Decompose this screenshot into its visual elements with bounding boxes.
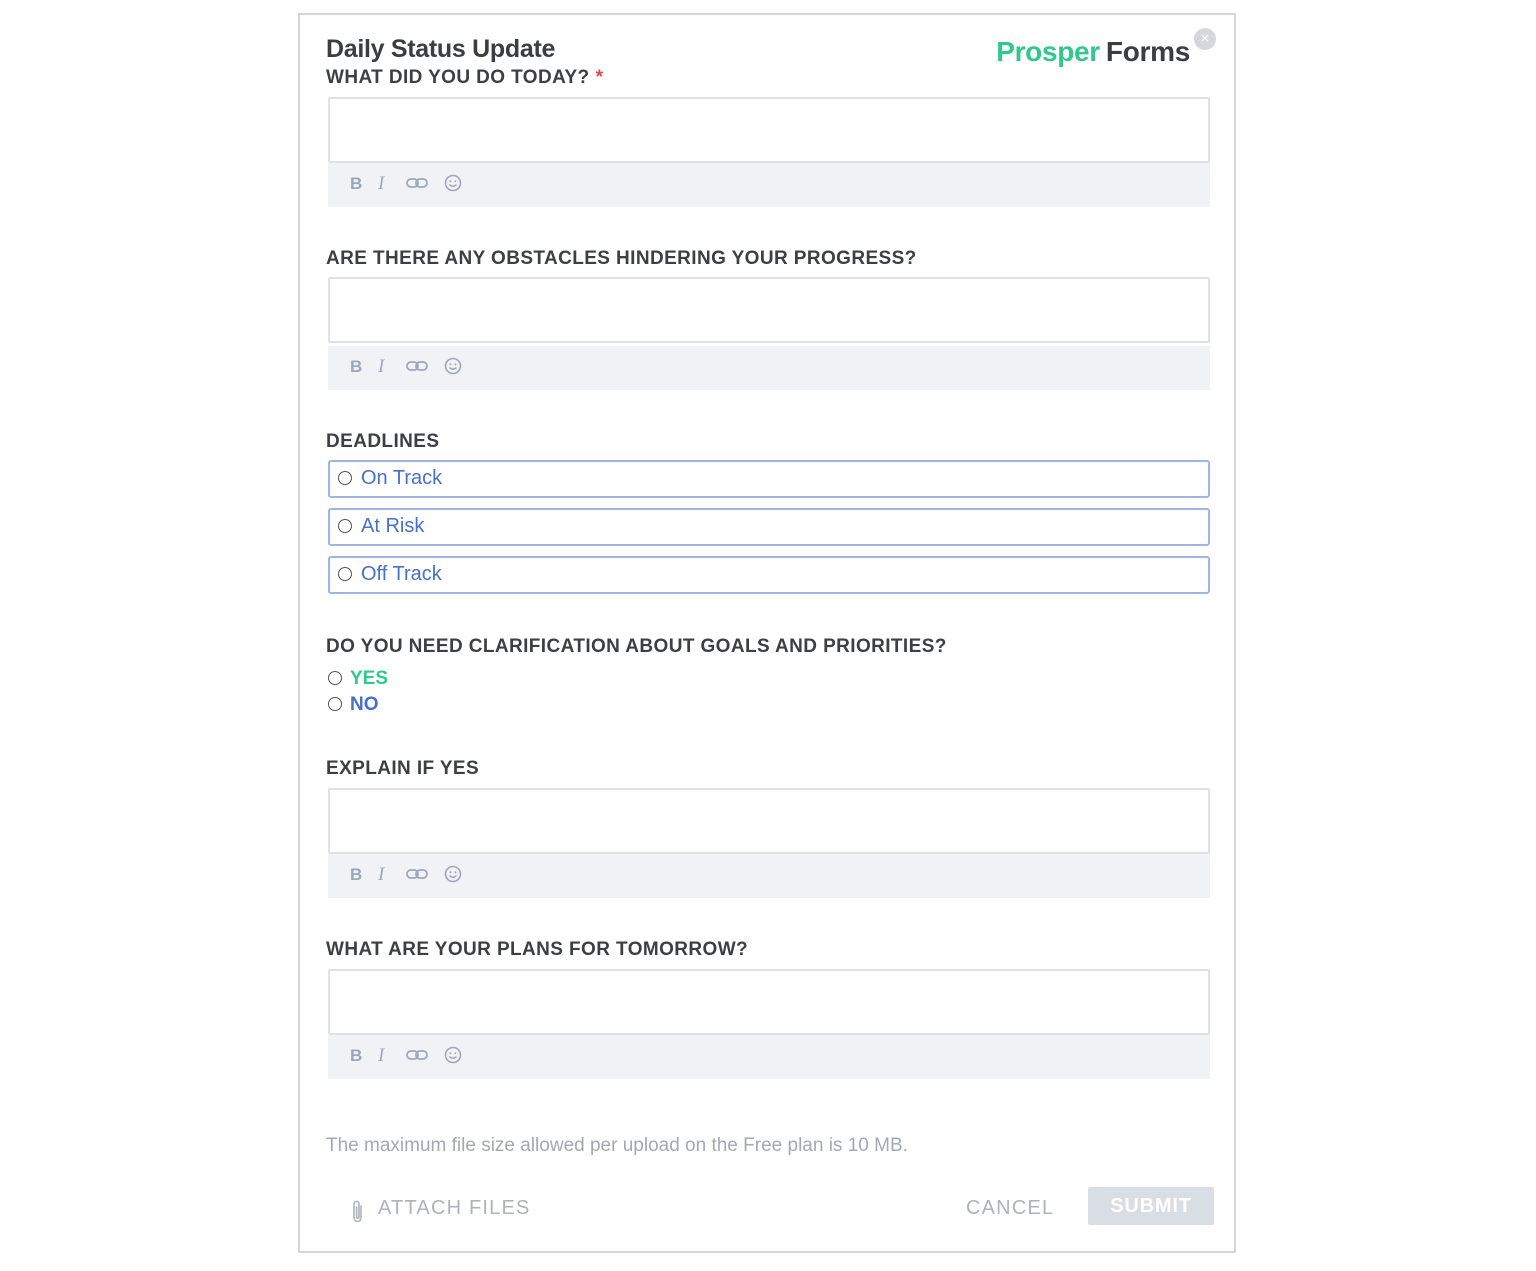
paperclip-icon	[350, 1199, 366, 1230]
obstacles-textarea[interactable]	[328, 277, 1210, 343]
required-marker: *	[595, 67, 604, 88]
close-icon[interactable]: ×	[1194, 28, 1216, 50]
question-text: WHAT DID YOU DO TODAY?	[326, 67, 590, 88]
link-icon[interactable]	[406, 174, 428, 196]
question-label-deadlines: DEADLINES	[326, 431, 440, 452]
question-label-obstacles: ARE THERE ANY OBSTACLES HINDERING YOUR PROGRESS?	[326, 248, 917, 269]
logo-part-2: Forms	[1105, 36, 1190, 67]
radio-button[interactable]	[338, 471, 352, 485]
attach-files-label: ATTACH FILES	[378, 1197, 531, 1219]
emoji-icon[interactable]	[444, 865, 462, 887]
italic-icon[interactable]: I	[378, 356, 385, 377]
option-label: YES	[350, 668, 389, 689]
emoji-icon[interactable]	[444, 1046, 462, 1068]
option-label: On Track	[361, 467, 443, 489]
radio-button[interactable]	[328, 671, 342, 685]
bold-icon[interactable]: B	[350, 1046, 363, 1065]
link-icon[interactable]	[406, 1046, 428, 1068]
italic-icon[interactable]: I	[378, 173, 385, 194]
bold-icon[interactable]: B	[350, 357, 363, 376]
logo-part-1: Prosper	[996, 36, 1100, 67]
link-icon[interactable]	[406, 357, 428, 379]
question-label-today	[326, 67, 603, 89]
today-format-toolbar	[328, 163, 1210, 207]
prosperforms-logo	[996, 36, 1190, 68]
question-label-clarification: DO YOU NEED CLARIFICATION ABOUT GOALS AND PRIORITIES?	[326, 636, 947, 657]
link-icon[interactable]	[406, 865, 428, 887]
option-label: Off Track	[361, 563, 442, 585]
status-form	[298, 13, 1236, 1253]
radio-button[interactable]	[328, 697, 342, 711]
radio-button[interactable]	[338, 519, 352, 533]
submit-button[interactable]: SUBMIT	[1088, 1187, 1214, 1225]
bold-icon[interactable]: B	[350, 865, 363, 884]
tomorrow-textarea[interactable]	[328, 969, 1210, 1035]
emoji-icon[interactable]	[444, 357, 462, 379]
italic-icon[interactable]: I	[378, 1045, 385, 1066]
explain-textarea[interactable]	[328, 788, 1210, 854]
deadline-option-off-track[interactable]	[328, 556, 1210, 594]
deadline-option-on-track[interactable]	[328, 460, 1210, 498]
file-size-note: The maximum file size allowed per upload on the Free plan is 10 MB.	[326, 1135, 908, 1156]
today-textarea[interactable]	[328, 97, 1210, 163]
obstacles-format-toolbar	[328, 346, 1210, 390]
radio-button[interactable]	[338, 567, 352, 581]
explain-format-toolbar	[328, 854, 1210, 898]
italic-icon[interactable]: I	[378, 864, 385, 885]
bold-icon[interactable]: B	[350, 174, 363, 193]
cancel-button[interactable]: CANCEL	[966, 1197, 1055, 1219]
question-label-tomorrow: WHAT ARE YOUR PLANS FOR TOMORROW?	[326, 939, 749, 960]
option-label: NO	[350, 694, 379, 715]
option-label: At Risk	[361, 515, 425, 537]
deadline-option-at-risk[interactable]	[328, 508, 1210, 546]
question-label-explain: EXPLAIN IF YES	[326, 758, 480, 779]
tomorrow-format-toolbar	[328, 1035, 1210, 1079]
emoji-icon[interactable]	[444, 174, 462, 196]
form-title: Daily Status Update	[326, 35, 556, 63]
